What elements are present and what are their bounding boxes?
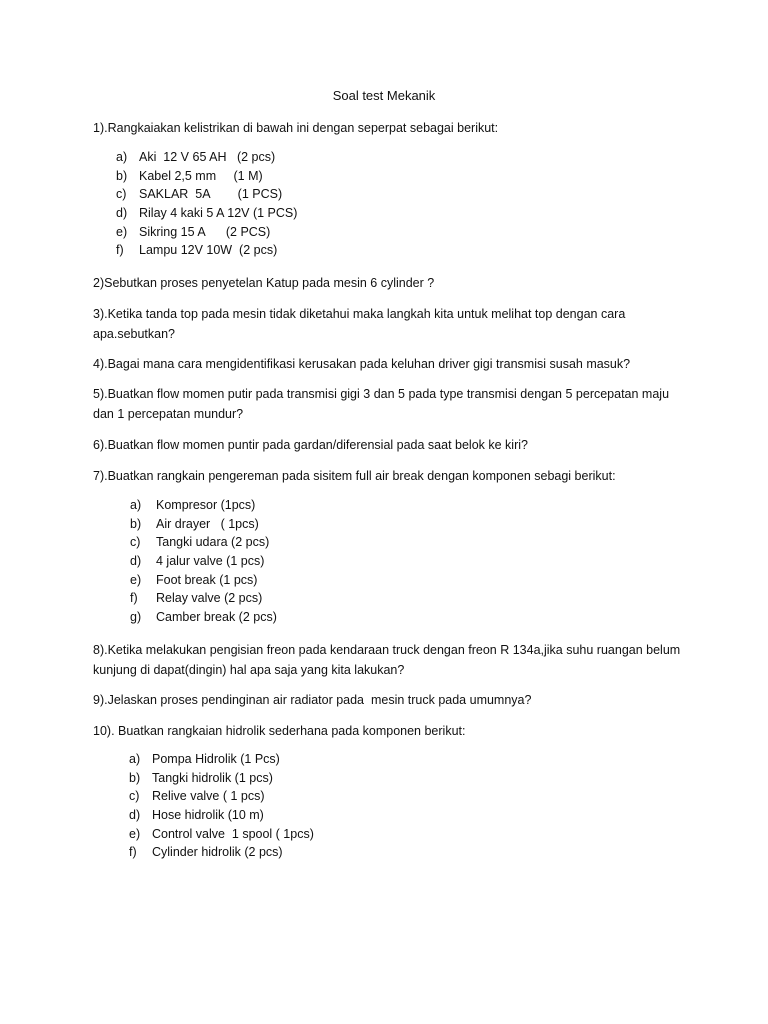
list-item-label: f) <box>130 591 138 606</box>
document-title: Soal test Mekanik <box>332 88 436 103</box>
question-7: 7).Buatkan rangkain pengereman pada sisitem full air break dengan komponen sebagi berikut: <box>93 469 616 483</box>
list-item-text: Air drayer ( 1pcs) <box>156 516 259 531</box>
question-9: 9).Jelaskan proses pendinginan air radiator pada mesin truck pada umumnya? <box>93 693 532 707</box>
list-item-label: e) <box>130 572 142 587</box>
list-item-label: g) <box>130 610 142 625</box>
list-item-text: Kabel 2,5 mm (1 M) <box>139 168 263 183</box>
question-5: 5).Buatkan flow momen putir pada transmisi gigi 3 dan 5 pada type transmisi dengan 5 percepatan maju dan 1 percepatan mundur? <box>93 387 673 421</box>
list-item-text: Sikring 15 A (2 PCS) <box>139 224 271 239</box>
list-item-text: Aki 12 V 65 AH (2 pcs) <box>139 150 276 164</box>
list-item-label: c) <box>130 535 141 550</box>
list-item-text: Rilay 4 kaki 5 A 12V (1 PCS) <box>139 206 298 221</box>
list-item-label: b) <box>129 770 141 785</box>
list-item-text: 4 jalur valve (1 pcs) <box>156 554 265 569</box>
list-item-text: Kompresor (1pcs) <box>156 498 256 512</box>
list-item-text: Relay valve (2 pcs) <box>156 591 263 606</box>
list-item-label: d) <box>116 206 128 221</box>
list-item-text: Relive valve ( 1 pcs) <box>152 789 265 804</box>
list-item-label: c) <box>116 187 127 202</box>
list-item-label: f) <box>129 845 137 860</box>
list-item-text: Pompa Hidrolik (1 Pcs) <box>152 752 280 766</box>
list-item-label: d) <box>129 808 141 823</box>
question-1: 1).Rangkaiakan kelistrikan di bawah ini dengan seperpat sebagai berikut: <box>93 121 499 135</box>
question-8: 8).Ketika melakukan pengisian freon pada kendaraan truck dengan freon R 134a,jika suhu ruangan belum kunjung di dapat(dingin) hal apa saja yang kita lakukan? <box>93 643 684 677</box>
list-item-label: d) <box>130 554 142 569</box>
list-item-text: Foot break (1 pcs) <box>156 572 258 587</box>
question-10: 10). Buatkan rangkaian hidrolik sederhana pada komponen berikut: <box>93 724 466 738</box>
list-item-text: Lampu 12V 10W (2 pcs) <box>139 243 278 258</box>
question-6: 6).Buatkan flow momen puntir pada gardan/diferensial pada saat belok ke kiri? <box>93 438 528 452</box>
list-item-text: Hose hidrolik (10 m) <box>152 808 264 823</box>
list-item-label: a) <box>116 150 128 164</box>
question-3: 3).Ketika tanda top pada mesin tidak diketahui maka langkah kita untuk melihat top dengan cara apa.sebutkan? <box>93 307 629 341</box>
list-item-label: a) <box>129 752 141 766</box>
list-item-label: b) <box>130 516 142 531</box>
list-item-text: SAKLAR 5A (1 PCS) <box>139 187 283 202</box>
list-item-label: e) <box>116 224 128 239</box>
list-item-text: Camber break (2 pcs) <box>156 610 277 625</box>
list-item-label: b) <box>116 168 128 183</box>
list-item-label: a) <box>130 498 142 512</box>
list-item-text: Tangki udara (2 pcs) <box>156 535 270 550</box>
list-item-label: e) <box>129 826 141 841</box>
question-4: 4).Bagai mana cara mengidentifikasi kerusakan pada keluhan driver gigi transmisi susah masuk? <box>93 357 631 371</box>
list-item-text: Control valve 1 spool ( 1pcs) <box>152 826 314 841</box>
list-item-label: f) <box>116 243 124 258</box>
question-2: 2)Sebutkan proses penyetelan Katup pada mesin 6 cylinder ? <box>93 276 435 290</box>
list-item-text: Tangki hidrolik (1 pcs) <box>152 770 273 785</box>
list-item-label: c) <box>129 789 140 804</box>
list-item-text: Cylinder hidrolik (2 pcs) <box>152 845 283 860</box>
